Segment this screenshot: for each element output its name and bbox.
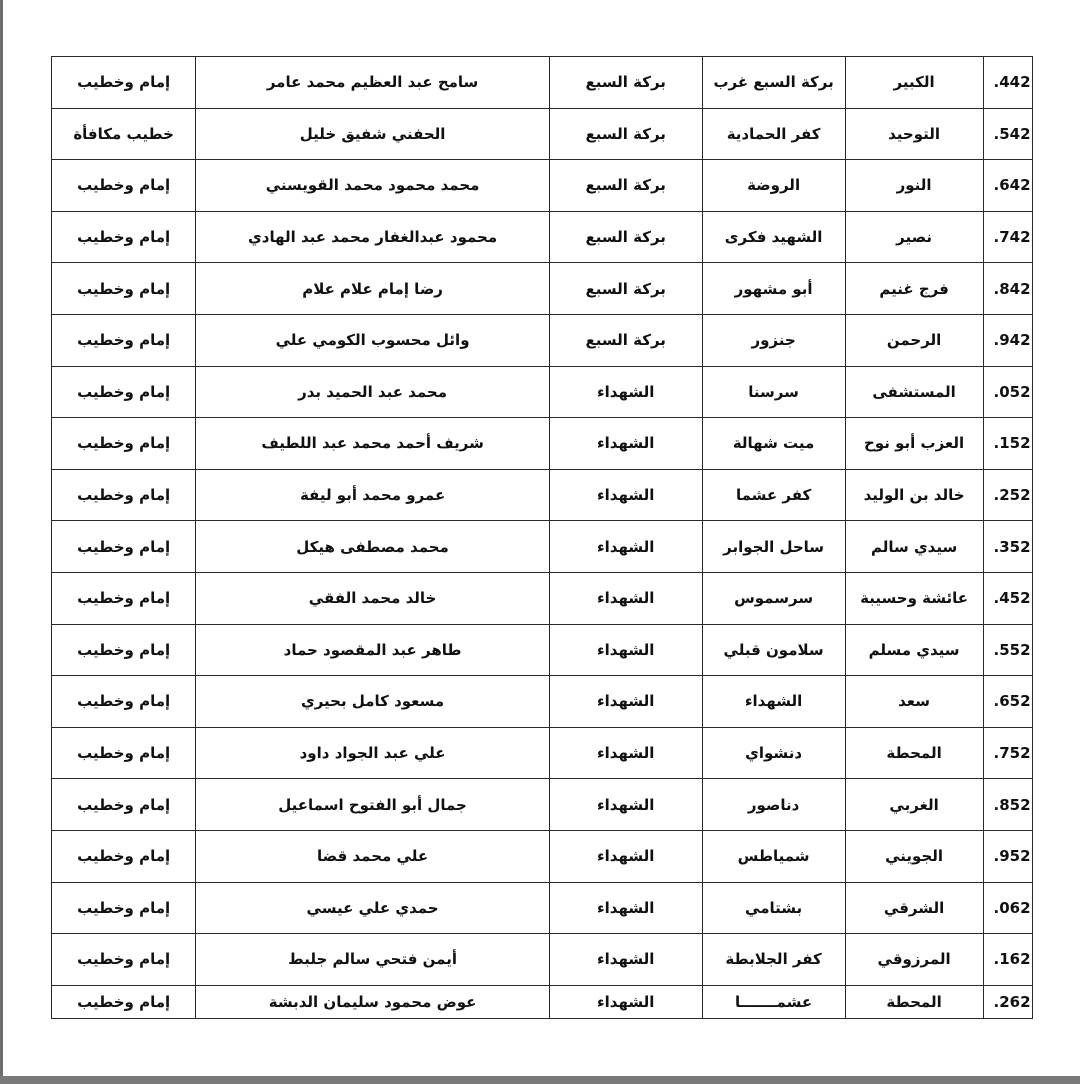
person-name-cell: خالد محمد الفقي xyxy=(196,572,550,624)
person-name-cell: حمدي علي عيسي xyxy=(196,882,550,934)
row-number: .262 xyxy=(983,985,1032,1018)
table-row xyxy=(52,469,1033,521)
center-cell: الشهداء xyxy=(549,418,702,470)
table-row xyxy=(52,985,1033,1018)
row-number: .062 xyxy=(983,882,1032,934)
job-title-cell: إمام وخطيب xyxy=(52,985,196,1018)
table-row xyxy=(52,882,1033,934)
table-row xyxy=(52,727,1033,779)
person-name-cell: الحفني شفيق خليل xyxy=(196,108,550,160)
assignments-table xyxy=(51,56,1033,1019)
person-name-cell: محمد عبد الحميد بدر xyxy=(196,366,550,418)
table-row xyxy=(52,418,1033,470)
table-row xyxy=(52,57,1033,109)
mosque-cell: النور xyxy=(845,160,983,212)
job-title-cell: إمام وخطيب xyxy=(52,314,196,366)
page-edge-left xyxy=(0,0,3,1084)
mosque-cell: التوحيد xyxy=(845,108,983,160)
village-cell: كفر الجلابطة xyxy=(702,934,845,986)
center-cell: الشهداء xyxy=(549,469,702,521)
table-row xyxy=(52,108,1033,160)
mosque-cell: الشرقي xyxy=(845,882,983,934)
center-cell: الشهداء xyxy=(549,624,702,676)
mosque-cell: المستشفى xyxy=(845,366,983,418)
center-cell: الشهداء xyxy=(549,572,702,624)
job-title-cell: إمام وخطيب xyxy=(52,160,196,212)
job-title-cell: إمام وخطيب xyxy=(52,934,196,986)
center-cell: بركة السبع xyxy=(549,211,702,263)
person-name-cell: أيمن فتحي سالم جلبط xyxy=(196,934,550,986)
row-number: .852 xyxy=(983,779,1032,831)
row-number: .652 xyxy=(983,676,1032,728)
village-cell: جنزور xyxy=(702,314,845,366)
row-number: .842 xyxy=(983,263,1032,315)
mosque-cell: الغربي xyxy=(845,779,983,831)
center-cell: بركة السبع xyxy=(549,160,702,212)
mosque-cell: نصير xyxy=(845,211,983,263)
village-cell: الشهداء xyxy=(702,676,845,728)
village-cell: سرسنا xyxy=(702,366,845,418)
village-cell: ميت شهالة xyxy=(702,418,845,470)
village-cell: سلامون قبلي xyxy=(702,624,845,676)
table-row xyxy=(52,830,1033,882)
center-cell: الشهداء xyxy=(549,830,702,882)
table-row xyxy=(52,366,1033,418)
row-number: .052 xyxy=(983,366,1032,418)
table-row xyxy=(52,521,1033,573)
job-title-cell: إمام وخطيب xyxy=(52,521,196,573)
village-cell: كفر عشما xyxy=(702,469,845,521)
row-number: .552 xyxy=(983,624,1032,676)
mosque-cell: خالد بن الوليد xyxy=(845,469,983,521)
person-name-cell: محمود عبدالغفار محمد عبد الهادي xyxy=(196,211,550,263)
village-cell: دناصور xyxy=(702,779,845,831)
table-row xyxy=(52,263,1033,315)
job-title-cell: إمام وخطيب xyxy=(52,882,196,934)
center-cell: بركة السبع xyxy=(549,57,702,109)
center-cell: الشهداء xyxy=(549,521,702,573)
person-name-cell: طاهر عبد المقصود حماد xyxy=(196,624,550,676)
person-name-cell: وائل محسوب الكومي علي xyxy=(196,314,550,366)
job-title-cell: خطيب مكافأة xyxy=(52,108,196,160)
page-edge-bottom xyxy=(0,1076,1080,1084)
mosque-cell: المرزوقي xyxy=(845,934,983,986)
mosque-cell: سيدي مسلم xyxy=(845,624,983,676)
job-title-cell: إمام وخطيب xyxy=(52,676,196,728)
table-row xyxy=(52,676,1033,728)
village-cell: كفر الحمادية xyxy=(702,108,845,160)
person-name-cell: رضا إمام علام علام xyxy=(196,263,550,315)
job-title-cell: إمام وخطيب xyxy=(52,57,196,109)
table-row xyxy=(52,572,1033,624)
table-row xyxy=(52,934,1033,986)
row-number: .442 xyxy=(983,57,1032,109)
person-name-cell: مسعود كامل بحيري xyxy=(196,676,550,728)
center-cell: بركة السبع xyxy=(549,263,702,315)
job-title-cell: إمام وخطيب xyxy=(52,211,196,263)
village-cell: بشتامي xyxy=(702,882,845,934)
mosque-cell: المحطة xyxy=(845,985,983,1018)
center-cell: الشهداء xyxy=(549,727,702,779)
mosque-cell: سيدي سالم xyxy=(845,521,983,573)
mosque-cell: فرج غنيم xyxy=(845,263,983,315)
row-number: .942 xyxy=(983,314,1032,366)
table-row xyxy=(52,779,1033,831)
row-number: .162 xyxy=(983,934,1032,986)
person-name-cell: عوض محمود سليمان الدبشة xyxy=(196,985,550,1018)
village-cell: الروضة xyxy=(702,160,845,212)
center-cell: الشهداء xyxy=(549,779,702,831)
center-cell: الشهداء xyxy=(549,985,702,1018)
village-cell: ساحل الجوابر xyxy=(702,521,845,573)
mosque-cell: المحطة xyxy=(845,727,983,779)
job-title-cell: إمام وخطيب xyxy=(52,418,196,470)
job-title-cell: إمام وخطيب xyxy=(52,469,196,521)
center-cell: الشهداء xyxy=(549,934,702,986)
row-number: .452 xyxy=(983,572,1032,624)
table-row xyxy=(52,624,1033,676)
mosque-cell: الجويني xyxy=(845,830,983,882)
job-title-cell: إمام وخطيب xyxy=(52,727,196,779)
village-cell: الشهيد فكرى xyxy=(702,211,845,263)
job-title-cell: إمام وخطيب xyxy=(52,624,196,676)
person-name-cell: علي عبد الجواد داود xyxy=(196,727,550,779)
village-cell: سرسموس xyxy=(702,572,845,624)
person-name-cell: عمرو محمد أبو ليفة xyxy=(196,469,550,521)
job-title-cell: إمام وخطيب xyxy=(52,366,196,418)
row-number: .252 xyxy=(983,469,1032,521)
village-cell: دنشواي xyxy=(702,727,845,779)
table-row xyxy=(52,314,1033,366)
center-cell: الشهداء xyxy=(549,882,702,934)
center-cell: الشهداء xyxy=(549,676,702,728)
center-cell: بركة السبع xyxy=(549,314,702,366)
mosque-cell: سعد xyxy=(845,676,983,728)
row-number: .742 xyxy=(983,211,1032,263)
mosque-cell: عائشة وحسيبة xyxy=(845,572,983,624)
person-name-cell: محمد محمود محمد القويسني xyxy=(196,160,550,212)
row-number: .752 xyxy=(983,727,1032,779)
person-name-cell: سامح عبد العظيم محمد عامر xyxy=(196,57,550,109)
village-cell: أبو مشهور xyxy=(702,263,845,315)
row-number: .542 xyxy=(983,108,1032,160)
job-title-cell: إمام وخطيب xyxy=(52,779,196,831)
center-cell: بركة السبع xyxy=(549,108,702,160)
village-cell: بركة السبع غرب xyxy=(702,57,845,109)
person-name-cell: علي محمد قضا xyxy=(196,830,550,882)
mosque-cell: الرحمن xyxy=(845,314,983,366)
table-row xyxy=(52,160,1033,212)
job-title-cell: إمام وخطيب xyxy=(52,830,196,882)
person-name-cell: محمد مصطفى هيكل xyxy=(196,521,550,573)
table-body xyxy=(52,57,1033,1019)
job-title-cell: إمام وخطيب xyxy=(52,572,196,624)
village-cell: عشمـــــــا xyxy=(702,985,845,1018)
village-cell: شمياطس xyxy=(702,830,845,882)
person-name-cell: جمال أبو الفتوح اسماعيل xyxy=(196,779,550,831)
job-title-cell: إمام وخطيب xyxy=(52,263,196,315)
center-cell: الشهداء xyxy=(549,366,702,418)
mosque-cell: العزب أبو نوح xyxy=(845,418,983,470)
mosque-cell: الكبير xyxy=(845,57,983,109)
person-name-cell: شريف أحمد محمد عبد اللطيف xyxy=(196,418,550,470)
table-row xyxy=(52,211,1033,263)
row-number: .352 xyxy=(983,521,1032,573)
row-number: .152 xyxy=(983,418,1032,470)
row-number: .952 xyxy=(983,830,1032,882)
row-number: .642 xyxy=(983,160,1032,212)
